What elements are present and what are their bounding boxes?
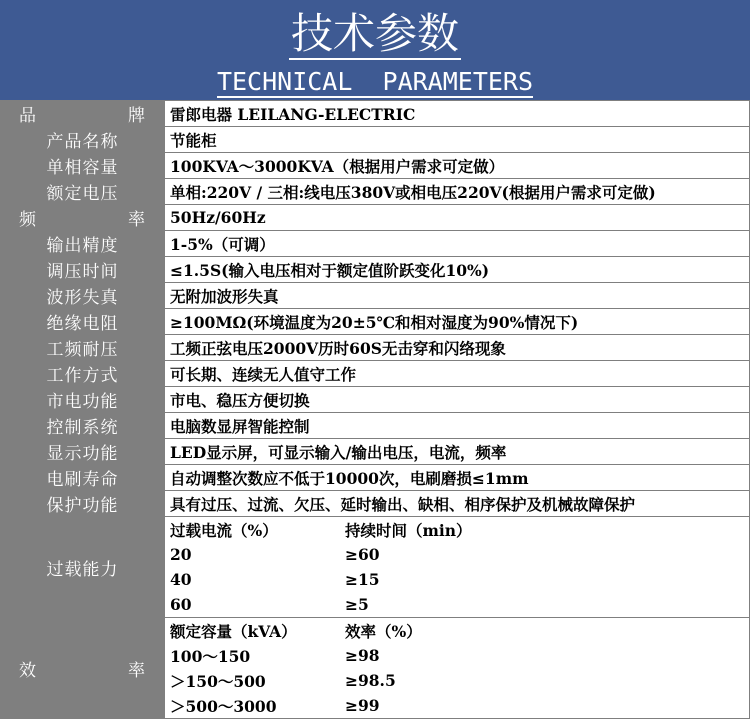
overload-cell: 40 xyxy=(170,570,192,589)
param-label: 输出精度 xyxy=(1,231,165,257)
param-value: 自动调整次数应不低于10000次，电刷磨损≤1mm xyxy=(165,465,750,491)
efficiency-subtable xyxy=(165,618,750,719)
param-label: 单相容量 xyxy=(1,153,165,179)
overload-row xyxy=(1,517,750,618)
param-value: 电脑数显屏智能控制 xyxy=(165,413,750,439)
param-row xyxy=(1,153,750,179)
param-row xyxy=(1,413,750,439)
param-value: 50Hz/60Hz xyxy=(165,205,750,231)
overload-subrow xyxy=(170,592,749,617)
efficiency-row xyxy=(1,618,750,719)
title-banner xyxy=(0,0,750,100)
param-value: 具有过压、过流、欠压、延时输出、缺相、相序保护及机械故障保护 xyxy=(165,491,750,517)
param-row xyxy=(1,101,750,127)
param-label: 显示功能 xyxy=(1,439,165,465)
overload-header xyxy=(170,517,749,542)
param-label: 工频耐压 xyxy=(1,335,165,361)
param-label: 调压时间 xyxy=(1,257,165,283)
param-label: 控制系统 xyxy=(1,413,165,439)
overload-subtable xyxy=(165,517,750,618)
overload-subrow xyxy=(170,542,749,567)
param-value: 市电、稳压方便切换 xyxy=(165,387,750,413)
param-row xyxy=(1,127,750,153)
overload-subrow xyxy=(170,567,749,592)
efficiency-subrow xyxy=(170,668,749,693)
efficiency-header xyxy=(170,618,749,643)
param-value: 单相:220V / 三相:线电压380V或相电压220V(根据用户需求可定做) xyxy=(165,179,750,205)
overload-cell: 60 xyxy=(170,595,192,614)
efficiency-cell: ≥99 xyxy=(345,696,380,715)
efficiency-header-col1: 额定容量（kVA） xyxy=(170,621,297,641)
efficiency-cell: ≥98 xyxy=(345,646,380,665)
efficiency-cell: ＞500～3000 xyxy=(170,696,277,716)
overload-cell: ≥5 xyxy=(345,595,369,614)
param-row xyxy=(1,257,750,283)
param-row xyxy=(1,205,750,231)
page-subtitle: TECHNICAL PARAMETERS xyxy=(216,67,534,96)
param-value: 雷郎电器 LEILANG-ELECTRIC xyxy=(165,101,750,127)
param-value: 节能柜 xyxy=(165,127,750,153)
overload-cell: 20 xyxy=(170,545,192,564)
efficiency-cell: ≥98.5 xyxy=(345,671,396,690)
parameters-table xyxy=(0,100,750,719)
param-label: 工作方式 xyxy=(1,361,165,387)
param-label: 绝缘电阻 xyxy=(1,309,165,335)
param-label: 额定电压 xyxy=(1,179,165,205)
param-label: 品 牌 xyxy=(1,101,165,127)
param-value: 1-5%（可调） xyxy=(165,231,750,257)
param-label: 电刷寿命 xyxy=(1,465,165,491)
efficiency-cell: ＞150～500 xyxy=(170,671,266,691)
param-row xyxy=(1,231,750,257)
param-row xyxy=(1,439,750,465)
param-value: 无附加波形失真 xyxy=(165,283,750,309)
param-row xyxy=(1,179,750,205)
efficiency-label: 效 率 xyxy=(1,618,165,719)
param-row xyxy=(1,491,750,517)
param-label: 保护功能 xyxy=(1,491,165,517)
overload-header-col2: 持续时间（min） xyxy=(345,520,472,540)
param-label: 频 率 xyxy=(1,205,165,231)
param-value: ≤1.5S(输入电压相对于额定值阶跃变化10%) xyxy=(165,257,750,283)
param-value: LED显示屏，可显示输入/输出电压，电流，频率 xyxy=(165,439,750,465)
param-row xyxy=(1,465,750,491)
param-value: 100KVA～3000KVA（根据用户需求可定做） xyxy=(165,153,750,179)
page-title: 技术参数 xyxy=(290,9,459,58)
overload-cell: ≥60 xyxy=(345,545,380,564)
param-row xyxy=(1,335,750,361)
overload-label: 过载能力 xyxy=(1,517,165,618)
param-label: 波形失真 xyxy=(1,283,165,309)
efficiency-subrow xyxy=(170,643,749,668)
param-value: ≥100MΩ(环境温度为20±5℃和相对湿度为90%情况下) xyxy=(165,309,750,335)
efficiency-header-col2: 效率（%） xyxy=(345,621,422,641)
param-row xyxy=(1,283,750,309)
param-row xyxy=(1,309,750,335)
efficiency-cell: 100～150 xyxy=(170,646,251,666)
efficiency-subrow xyxy=(170,693,749,718)
param-label: 产品名称 xyxy=(1,127,165,153)
param-value: 可长期、连续无人值守工作 xyxy=(165,361,750,387)
param-row xyxy=(1,361,750,387)
param-label: 市电功能 xyxy=(1,387,165,413)
overload-cell: ≥15 xyxy=(345,570,380,589)
overload-header-col1: 过载电流（%） xyxy=(170,520,278,540)
param-row xyxy=(1,387,750,413)
param-value: 工频正弦电压2000V历时60S无击穿和闪络现象 xyxy=(165,335,750,361)
